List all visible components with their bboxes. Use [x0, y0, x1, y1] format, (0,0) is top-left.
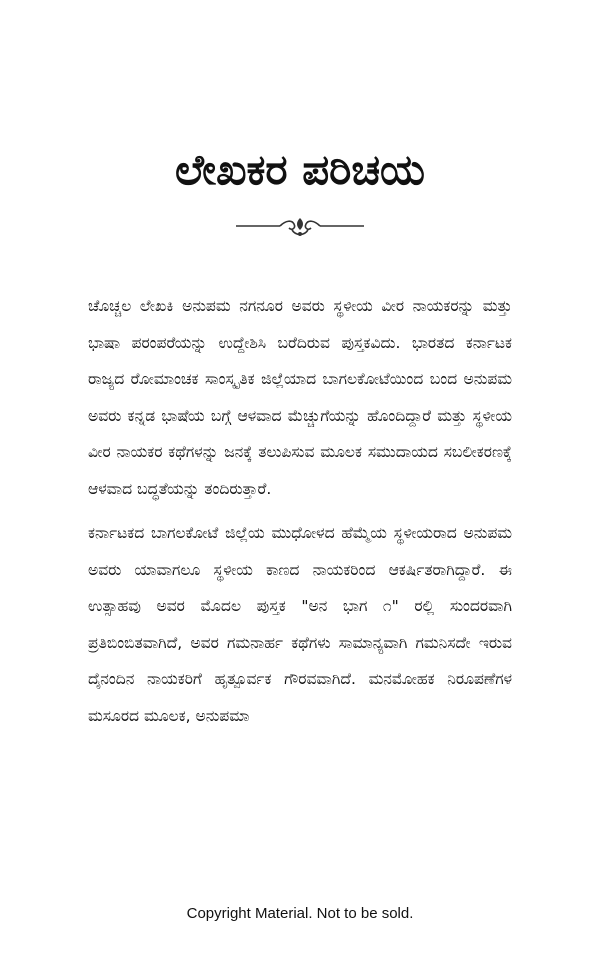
paragraph: ಚೊಚ್ಚಲ ಲೇಖಕಿ ಅನುಪಮ ನಗನೂರ ಅವರು ಸ್ಥಳೀಯ ವೀರ ನಾಯಕರನ್ನು ಮತ್ತು ಭಾಷಾ ಪರಂಪರೆಯನ್ನು ಉದ್ದೇಶಿಸಿ ಬರೆದಿರುವ ಪುಸ್ತಕವಿದು. ಭಾರತದ ಕರ್ನಾಟಕ ರಾಜ್ಯದ ರೋಮಾಂಚಕ ಸಾಂಸ್ಕೃತಿಕ ಜಿಲ್ಲೆಯಾದ ಬಾಗಲಕೋಟೆಯಿಂದ ಬಂದ ಅನುಪಮ ಅವರು ಕನ್ನಡ ಭಾಷೆಯ ಬಗ್ಗೆ ಆಳವಾದ ಮೆಚ್ಚುಗೆಯನ್ನು ಹೊಂದಿದ್ದಾರೆ ಮತ್ತು ಸ್ಥಳೀಯ ವೀರ ನಾಯಕರ ಕಥೆಗಳನ್ನು ಜನಕ್ಕೆ ತಲುಪಿಸುವ ಮೂಲಕ ಸಮುದಾಯದ ಸಬಲೀಕರಣಕ್ಕೆ ಆಳವಾದ ಬದ್ಧತೆಯನ್ನು ತಂದಿರುತ್ತಾರೆ.	[88, 297, 512, 498]
paragraph: ಕರ್ನಾಟಕದ ಬಾಗಲಕೋಟೆ ಜಿಲ್ಲೆಯ ಮುಧೋಳದ ಹೆಮ್ಮೆಯ ಸ್ಥಳೀಯರಾದ ಅನುಪಮ ಅವರು ಯಾವಾಗಲೂ ಸ್ಥಳೀಯ ಕಾಣದ ನಾಯಕರಿಂದ ಆಕರ್ಷಿತರಾಗಿದ್ದಾರೆ. ಈ ಉತ್ಸಾಹವು ಅವರ ಮೊದಲ ಪುಸ್ತಕ "ಅನ ಭಾಗ ೧" ರಲ್ಲಿ ಸುಂದರವಾಗಿ ಪ್ರತಿಬಿಂಬಿತವಾಗಿದೆ, ಅವರ ಗಮನಾರ್ಹ ಕಥೆಗಳು ಸಾಮಾನ್ಯವಾಗಿ ಗಮನಿಸದೇ ಇರುವ ದೈನಂದಿನ ನಾಯಕರಿಗೆ ಹೃತ್ಪೂರ್ವಕ ಗೌರವವಾಗಿದೆ. ಮನಮೋಹಕ ನಿರೂಪಣೆಗಳ ಮಸೂರದ ಮೂಲಕ, ಅನುಪಮಾ	[88, 524, 512, 725]
page-title: ಲೇಖಕರ ಪರಿಚಯ	[174, 145, 426, 194]
copyright-notice: Copyright Material. Not to be sold.	[186, 905, 414, 922]
flourish-divider-icon	[234, 214, 366, 240]
author-intro-text	[88, 288, 512, 742]
